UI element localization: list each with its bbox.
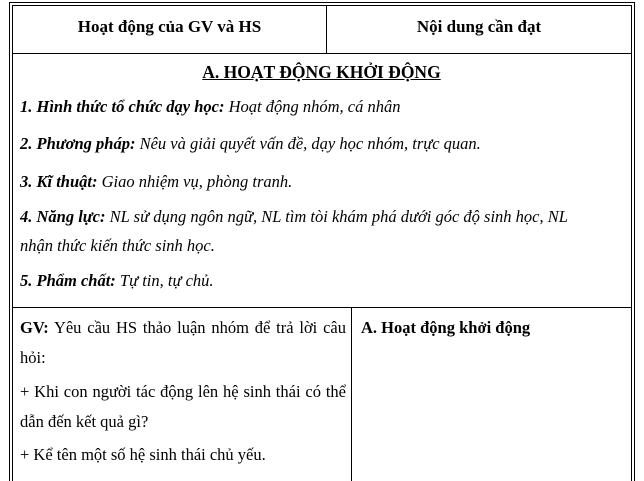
item-quality bbox=[20, 271, 214, 291]
item-method bbox=[20, 134, 481, 154]
section-bottom-border bbox=[12, 307, 632, 308]
item-label: 4. Năng lực: bbox=[20, 207, 106, 226]
header-col-activities: Hoạt động của GV và HS bbox=[77, 17, 262, 36]
item-label: 5. Phẩm chất: bbox=[20, 271, 116, 290]
question-2: + Kể tên một số hệ sinh thái chủ yếu. bbox=[20, 445, 266, 464]
item-value: Nêu và giải quyết vấn đề, dạy học nhóm, trực quan. bbox=[135, 134, 481, 153]
item-value: Hoạt động nhóm, cá nhân bbox=[224, 97, 401, 116]
item-value: NL sử dụng ngôn ngữ, NL tìm tòi khám phá dưới góc độ sinh học, NL bbox=[105, 207, 568, 226]
header-bottom-border bbox=[12, 53, 632, 54]
table-top-border-inner bbox=[12, 5, 632, 6]
table-top-border bbox=[9, 2, 635, 3]
table-right-border bbox=[634, 2, 635, 481]
section-title bbox=[13, 62, 630, 83]
gv-label: GV: bbox=[20, 318, 49, 337]
item-value: Giao nhiệm vụ, phòng tranh. bbox=[97, 172, 293, 191]
item-label: 1. Hình thức tổ chức dạy học: bbox=[20, 97, 225, 116]
item-label: 3. Kĩ thuật: bbox=[20, 172, 98, 191]
header-col-content: Nội dung cần đạt bbox=[416, 17, 542, 36]
gv-instruction bbox=[20, 313, 346, 373]
item-label: 2. Phương pháp: bbox=[20, 134, 136, 153]
table-right-border-inner bbox=[631, 5, 632, 481]
question-1: + Khi con người tác động lên hệ sinh thái có thể dẫn đến kết quả gì? bbox=[20, 382, 346, 431]
item-competency bbox=[20, 207, 568, 227]
item-value-continued: nhận thức kiến thức sinh học. bbox=[20, 236, 215, 255]
item-teaching-form bbox=[20, 97, 400, 117]
body-column-divider bbox=[351, 307, 352, 481]
item-value: Tự tin, tự chủ. bbox=[115, 271, 214, 290]
item-technique bbox=[20, 172, 292, 192]
gv-text: Yêu cầu HS thảo luận nhóm để trả lời câu hỏi: bbox=[20, 318, 346, 367]
item-competency-cont bbox=[20, 236, 215, 256]
table-left-border bbox=[9, 2, 10, 481]
section-title-text: A. HOẠT ĐỘNG KHỞI ĐỘNG bbox=[202, 62, 441, 82]
right-heading: A. Hoạt động khởi động bbox=[361, 318, 531, 337]
